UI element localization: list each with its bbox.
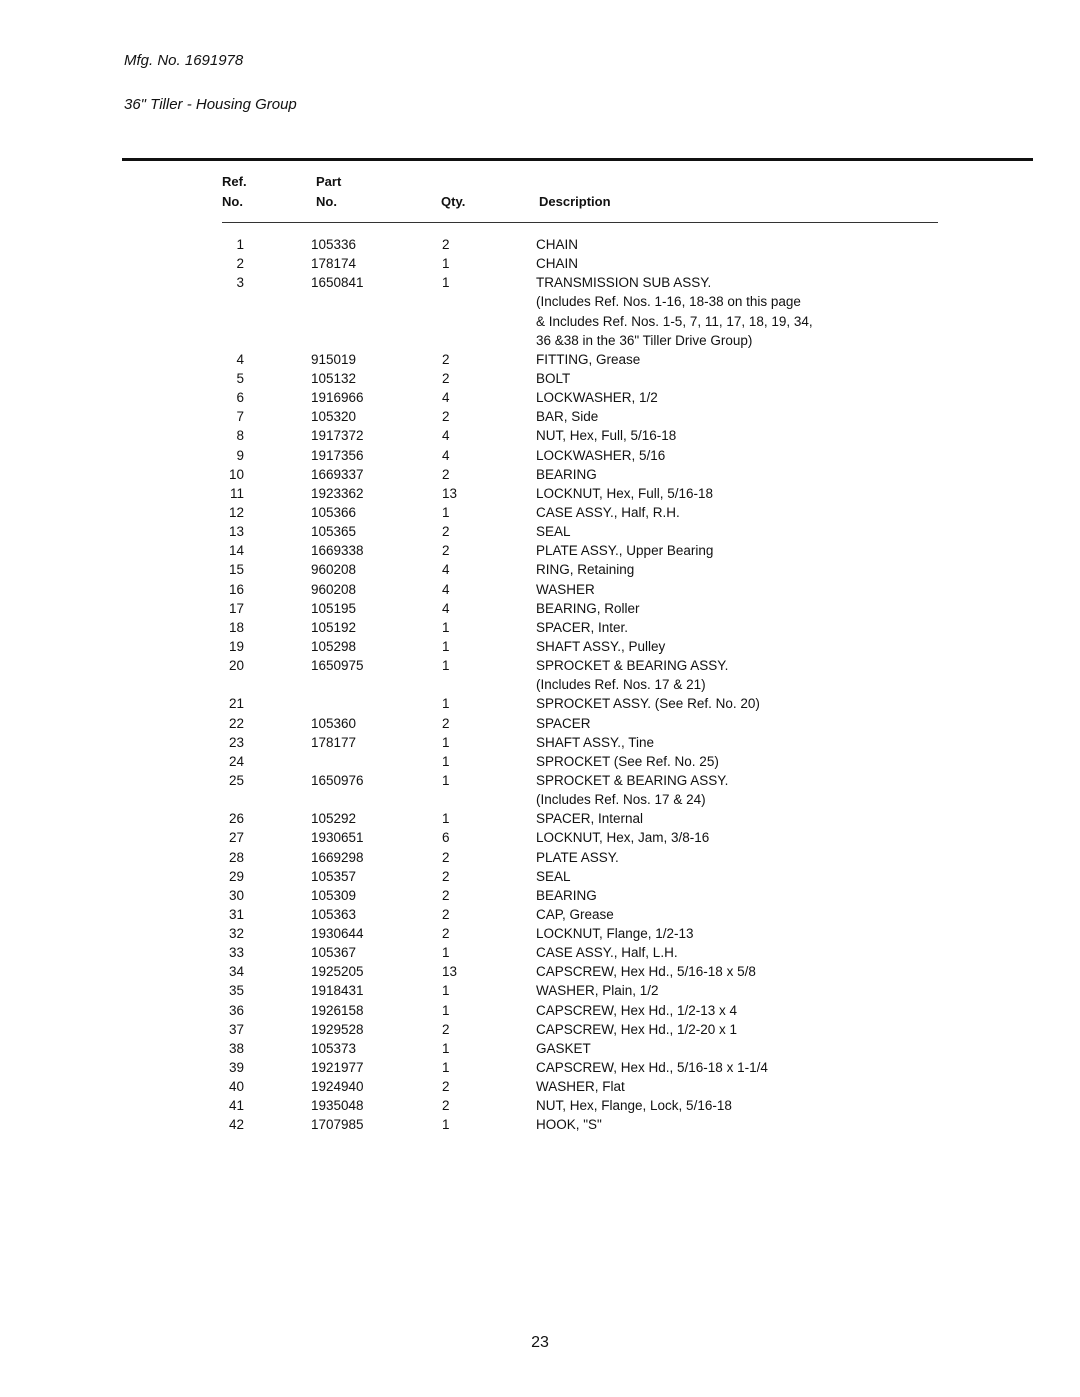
description-cell: CAP, Grease: [536, 906, 614, 922]
part-number-cell: 105298: [311, 638, 357, 654]
table-row: [0, 235, 1080, 254]
ref-cell: 15: [228, 562, 244, 578]
description-cell: CAPSCREW, Hex Hd., 1/2-20 x 1: [536, 1021, 738, 1037]
qty-cell: 2: [442, 906, 450, 922]
ref-cell: 3: [236, 275, 244, 291]
ref-cell: 40: [228, 1079, 244, 1095]
part-number-cell: 178177: [311, 734, 357, 750]
description-cell: LOCKNUT, Hex, Full, 5/16-18: [536, 485, 714, 501]
ref-cell: 35: [228, 983, 244, 999]
description-cell: SEAL: [536, 868, 571, 884]
mfg-number: Mfg. No. 1691978: [124, 52, 244, 69]
qty-cell: 1: [442, 811, 450, 827]
qty-cell: 1: [442, 945, 450, 961]
part-number-cell: 105292: [311, 811, 357, 827]
description-cell: PLATE ASSY., Upper Bearing: [536, 543, 714, 559]
ref-cell: 22: [228, 715, 244, 731]
parts-table: [0, 235, 1080, 1135]
qty-cell: 6: [442, 830, 450, 846]
qty-cell: 4: [442, 581, 450, 597]
description-cell: CAPSCREW, Hex Hd., 5/16-18 x 5/8: [536, 964, 756, 980]
qty-cell: 1: [442, 753, 450, 769]
table-row: [0, 1039, 1080, 1058]
description-cell: & Includes Ref. Nos. 1-5, 7, 11, 17, 18, 19, 34,: [536, 313, 813, 329]
part-number-cell: 1917372: [311, 428, 364, 444]
table-row: [0, 503, 1080, 522]
description-cell: (Includes Ref. Nos. 17 & 24): [536, 792, 706, 808]
ref-cell: 26: [228, 811, 244, 827]
ref-cell: 39: [228, 1060, 244, 1076]
description-cell: NUT, Hex, Full, 5/16-18: [536, 428, 677, 444]
ref-cell: 4: [236, 351, 244, 367]
qty-cell: 2: [442, 524, 450, 540]
description-cell: LOCKWASHER, 1/2: [536, 390, 658, 406]
description-cell: WASHER, Plain, 1/2: [536, 983, 659, 999]
table-row: [0, 848, 1080, 867]
qty-cell: 2: [442, 1079, 450, 1095]
description-cell: BAR, Side: [536, 409, 599, 425]
description-cell: SPROCKET (See Ref. No. 25): [536, 753, 719, 769]
part-number-cell: 105363: [311, 906, 357, 922]
ref-cell: 21: [228, 696, 244, 712]
part-number-cell: 1917356: [311, 447, 364, 463]
description-cell: LOCKNUT, Hex, Jam, 3/8-16: [536, 830, 710, 846]
description-cell: LOCKNUT, Flange, 1/2-13: [536, 926, 694, 942]
ref-cell: 8: [236, 428, 244, 444]
description-cell: CASE ASSY., Half, R.H.: [536, 504, 680, 520]
table-row: [0, 426, 1080, 445]
part-number-cell: 1707985: [311, 1117, 364, 1133]
part-number-cell: 178174: [311, 256, 357, 272]
description-cell: HOOK, "S": [536, 1117, 602, 1133]
table-row: [0, 465, 1080, 484]
part-number-cell: 1921977: [311, 1060, 364, 1076]
ref-cell: 30: [228, 887, 244, 903]
qty-cell: 13: [442, 485, 458, 501]
description-cell: WASHER, Flat: [536, 1079, 625, 1095]
ref-cell: 13: [228, 524, 244, 540]
part-number-cell: 1925205: [311, 964, 364, 980]
qty-cell: 4: [442, 428, 450, 444]
part-number-cell: 1669338: [311, 543, 364, 559]
table-row: [0, 560, 1080, 579]
description-cell: TRANSMISSION SUB ASSY.: [536, 275, 712, 291]
part-number-cell: 105132: [311, 370, 357, 386]
table-row: [0, 273, 1080, 292]
table-row: [0, 924, 1080, 943]
ref-cell: 23: [228, 734, 244, 750]
ref-cell: 16: [228, 581, 244, 597]
description-cell: SHAFT ASSY., Pulley: [536, 638, 666, 654]
ref-cell: 27: [228, 830, 244, 846]
part-number-cell: 105357: [311, 868, 357, 884]
description-cell: SPROCKET & BEARING ASSY.: [536, 772, 729, 788]
table-row: [0, 618, 1080, 637]
description-cell: SPACER: [536, 715, 591, 731]
table-row: [0, 254, 1080, 273]
table-row: [0, 1001, 1080, 1020]
qty-cell: 4: [442, 562, 450, 578]
ref-cell: 33: [228, 945, 244, 961]
table-row: [0, 369, 1080, 388]
qty-cell: 2: [442, 370, 450, 386]
description-cell: BOLT: [536, 370, 571, 386]
part-number-cell: 105336: [311, 237, 357, 252]
header-rule: [122, 158, 1033, 161]
ref-cell: 37: [228, 1021, 244, 1037]
description-cell: SEAL: [536, 524, 571, 540]
description-cell: (Includes Ref. Nos. 1-16, 18-38 on this page: [536, 294, 801, 310]
col-header-qty: Qty.: [441, 194, 466, 209]
ref-cell: 12: [228, 504, 244, 520]
part-number-cell: 105309: [311, 887, 357, 903]
table-row: [0, 541, 1080, 560]
description-cell: CAPSCREW, Hex Hd., 5/16-18 x 1-1/4: [536, 1060, 768, 1076]
part-number-cell: 1926158: [311, 1002, 364, 1018]
qty-cell: 2: [442, 887, 450, 903]
table-row: [0, 1077, 1080, 1096]
qty-cell: 2: [442, 715, 450, 731]
description-cell: LOCKWASHER, 5/16: [536, 447, 666, 463]
table-row: [0, 350, 1080, 369]
part-number-cell: 105360: [311, 715, 357, 731]
qty-cell: 2: [442, 926, 450, 942]
ref-cell: 20: [228, 658, 244, 674]
qty-cell: 2: [442, 1021, 450, 1037]
ref-cell: 7: [236, 409, 244, 425]
part-number-cell: 105367: [311, 945, 357, 961]
part-number-cell: 1650976: [311, 772, 364, 788]
table-row: [0, 675, 1080, 694]
table-row: [0, 714, 1080, 733]
part-number-cell: 1923362: [311, 485, 364, 501]
ref-cell: 25: [228, 772, 244, 788]
qty-cell: 2: [442, 466, 450, 482]
description-cell: BEARING: [536, 887, 597, 903]
qty-cell: 1: [442, 1117, 450, 1133]
qty-cell: 4: [442, 447, 450, 463]
table-row: [0, 1096, 1080, 1115]
table-row: [0, 733, 1080, 752]
ref-cell: 14: [228, 543, 244, 559]
qty-cell: 4: [442, 390, 450, 406]
description-cell: BEARING, Roller: [536, 600, 640, 616]
table-row: [0, 1115, 1080, 1134]
qty-cell: 1: [442, 256, 450, 272]
ref-cell: 19: [228, 638, 244, 654]
qty-cell: 1: [442, 734, 450, 750]
description-cell: RING, Retaining: [536, 562, 635, 578]
table-row: [0, 962, 1080, 981]
table-row: [0, 580, 1080, 599]
part-number-cell: 1650975: [311, 658, 364, 674]
part-number-cell: 1929528: [311, 1021, 364, 1037]
table-row: [0, 981, 1080, 1000]
ref-cell: 24: [228, 753, 244, 769]
qty-cell: 13: [442, 964, 458, 980]
table-row: [0, 905, 1080, 924]
qty-cell: 2: [442, 868, 450, 884]
table-row: [0, 752, 1080, 771]
col-header-ref: Ref. No.: [222, 174, 247, 209]
qty-cell: 1: [442, 619, 450, 635]
table-row: [0, 522, 1080, 541]
description-cell: GASKET: [536, 1040, 591, 1056]
col-header-description: Description: [539, 194, 611, 209]
qty-cell: 2: [442, 237, 450, 252]
table-row: [0, 790, 1080, 809]
qty-cell: 1: [442, 275, 450, 291]
part-number-cell: 1918431: [311, 983, 364, 999]
ref-cell: 6: [236, 390, 244, 406]
group-title: 36" Tiller - Housing Group: [124, 96, 297, 113]
description-cell: CHAIN: [536, 256, 579, 272]
description-cell: 36 &38 in the 36" Tiller Drive Group): [536, 332, 753, 348]
col-header-part: Part No.: [316, 174, 342, 209]
qty-cell: 1: [442, 1040, 450, 1056]
qty-cell: 1: [442, 983, 450, 999]
description-cell: NUT, Hex, Flange, Lock, 5/16-18: [536, 1098, 732, 1114]
ref-cell: 11: [229, 485, 244, 501]
description-cell: FITTING, Grease: [536, 351, 641, 367]
ref-cell: 18: [228, 619, 244, 635]
column-header-rule: [222, 222, 938, 223]
ref-cell: 9: [236, 447, 244, 463]
ref-cell: 29: [228, 868, 244, 884]
qty-cell: 2: [442, 351, 450, 367]
ref-cell: 34: [228, 964, 244, 980]
part-number-cell: 1930651: [311, 830, 364, 846]
ref-cell: 42: [228, 1117, 244, 1133]
part-number-cell: 1930644: [311, 926, 364, 942]
ref-cell: 32: [228, 926, 244, 942]
ref-cell: 2: [236, 256, 244, 272]
qty-cell: 1: [442, 638, 450, 654]
part-number-cell: 960208: [311, 562, 357, 578]
qty-cell: 2: [442, 543, 450, 559]
part-number-cell: 1650841: [311, 275, 364, 291]
table-row: [0, 637, 1080, 656]
table-row: [0, 292, 1080, 311]
qty-cell: 1: [442, 696, 450, 712]
part-number-cell: 915019: [311, 351, 357, 367]
description-cell: WASHER: [536, 581, 595, 597]
qty-cell: 2: [442, 1098, 450, 1114]
qty-cell: 2: [442, 849, 450, 865]
table-row: [0, 828, 1080, 847]
table-row: [0, 388, 1080, 407]
table-row: [0, 886, 1080, 905]
ref-cell: 28: [228, 849, 244, 865]
table-row: [0, 599, 1080, 618]
qty-cell: 1: [442, 658, 450, 674]
page-number: 23: [531, 1334, 549, 1351]
ref-cell: 5: [236, 370, 244, 386]
ref-cell: 31: [228, 906, 244, 922]
qty-cell: 1: [442, 772, 450, 788]
description-cell: SPROCKET & BEARING ASSY.: [536, 658, 729, 674]
description-cell: (Includes Ref. Nos. 17 & 21): [536, 677, 706, 693]
part-number-cell: 1924940: [311, 1079, 364, 1095]
part-number-cell: 105373: [311, 1040, 357, 1056]
description-cell: BEARING: [536, 466, 597, 482]
description-cell: SHAFT ASSY., Tine: [536, 734, 655, 750]
table-row: [0, 867, 1080, 886]
qty-cell: 4: [442, 600, 450, 616]
qty-cell: 1: [442, 504, 450, 520]
table-row: [0, 771, 1080, 790]
ref-cell: 10: [228, 466, 244, 482]
qty-cell: 2: [442, 409, 450, 425]
description-cell: CASE ASSY., Half, L.H.: [536, 945, 678, 961]
ref-cell: 41: [228, 1098, 244, 1114]
part-number-cell: 105366: [311, 504, 357, 520]
part-number-cell: 1669298: [311, 849, 364, 865]
table-row: [0, 1058, 1080, 1077]
table-row: [0, 656, 1080, 675]
part-number-cell: 960208: [311, 581, 357, 597]
ref-cell: 38: [228, 1040, 244, 1056]
ref-cell: 1: [236, 237, 244, 252]
table-row: [0, 312, 1080, 331]
description-cell: SPACER, Inter.: [536, 619, 629, 635]
part-number-cell: 105192: [311, 619, 357, 635]
description-cell: SPROCKET ASSY. (See Ref. No. 20): [536, 696, 760, 712]
ref-cell: 17: [228, 600, 244, 616]
table-row: [0, 407, 1080, 426]
table-row: [0, 331, 1080, 350]
table-row: [0, 446, 1080, 465]
description-cell: CAPSCREW, Hex Hd., 1/2-13 x 4: [536, 1002, 738, 1018]
part-number-cell: 1669337: [311, 466, 364, 482]
part-number-cell: 105365: [311, 524, 357, 540]
part-number-cell: 1935048: [311, 1098, 364, 1114]
description-cell: SPACER, Internal: [536, 811, 644, 827]
table-row: [0, 943, 1080, 962]
table-row: [0, 1020, 1080, 1039]
part-number-cell: 105195: [311, 600, 357, 616]
ref-cell: 36: [228, 1002, 244, 1018]
description-cell: CHAIN: [536, 237, 579, 252]
table-row: [0, 484, 1080, 503]
qty-cell: 1: [442, 1060, 450, 1076]
part-number-cell: 105320: [311, 409, 357, 425]
description-cell: PLATE ASSY.: [536, 849, 619, 865]
qty-cell: 1: [442, 1002, 450, 1018]
table-row: [0, 809, 1080, 828]
part-number-cell: 1916966: [311, 390, 364, 406]
table-row: [0, 694, 1080, 713]
